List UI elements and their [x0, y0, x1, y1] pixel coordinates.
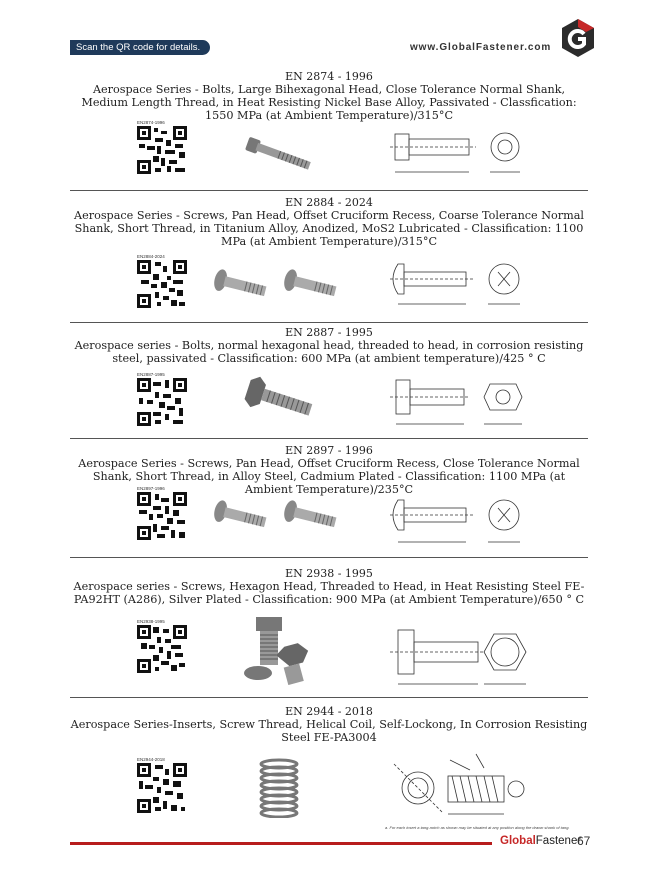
standard-description: Aerospace series - Screws, Hexagon Head, Threaded to Head, in Heat Resisting Steel FE-PA92HT (A286), Silver Plated - Classification: 900 MPa (at Ambient Temperature)/650 ° C — [73, 580, 585, 606]
product-entry-2 — [70, 196, 588, 248]
website-url[interactable]: www.GlobalFastener.com — [410, 42, 552, 53]
qr-label: EN2897-1996 — [137, 486, 165, 491]
product-photo-hex-screws — [238, 615, 318, 685]
standard-code: EN 2887 - 1995 — [285, 326, 373, 339]
qr-label: EN2944-2018 — [137, 757, 165, 762]
technical-drawing — [380, 120, 530, 182]
globalfastener-logo-icon — [560, 18, 596, 58]
standard-description: Aerospace Series - Bolts, Large Bihexagonal Head, Close Tolerance Normal Shank, Medium Length Thread, in Heat Resisting Nickel Base Alloy, Passivated - Classfication: 1550 MPa (at Ambient Temperature)/315°C — [81, 83, 577, 122]
page-number: 67 — [577, 834, 591, 848]
product-photo-pan-head-screws — [210, 496, 350, 538]
qr-label: EN2887-1995 — [137, 372, 165, 377]
qr-code-icon[interactable] — [137, 625, 187, 673]
standard-code: EN 2874 - 1996 — [285, 70, 373, 83]
qr-code-icon[interactable] — [137, 763, 187, 813]
product-photo-hex-bolt — [240, 372, 320, 428]
product-entry-5 — [70, 567, 588, 606]
product-photo-bihex-bolt — [240, 128, 320, 178]
brand-fastener: Fastener — [535, 835, 582, 847]
technical-drawing — [380, 622, 530, 690]
standard-code: EN 2938 - 1995 — [285, 567, 373, 580]
standard-code: EN 2897 - 1996 — [285, 444, 373, 457]
section-divider — [70, 438, 588, 439]
section-divider — [70, 697, 588, 698]
footer-rule — [70, 842, 492, 845]
technical-drawing — [380, 252, 530, 314]
drawing-note: a. For each insert a tang-notch as shown may be situated at any position along the drawn shank of tang. — [385, 825, 570, 830]
technical-drawing — [380, 750, 530, 822]
product-photo-pan-head-screws — [210, 265, 350, 307]
standard-description: Aerospace Series - Screws, Pan Head, Offset Cruciform Recess, Coarse Tolerance Normal Shank, Short Thread, in Titanium Alloy, Anodized, MoS2 Lubricated - Classification: 1100 MPa (at Ambient Temperature)/315°C — [74, 209, 584, 248]
standard-description: Aerospace series - Bolts, normal hexagonal head, threaded to head, in corrosion resisting steel, passivated - Classification: 600 MPa (at ambient temperature)/425 ° C — [74, 339, 584, 365]
qr-code-icon[interactable] — [137, 126, 187, 174]
brand-global: Global — [500, 835, 536, 847]
qr-label: EN2884-2024 — [137, 254, 165, 259]
qr-code-icon[interactable] — [137, 260, 187, 308]
section-divider — [70, 190, 588, 191]
product-entry-6 — [70, 705, 588, 744]
scan-qr-banner: Scan the QR code for details. — [70, 40, 210, 55]
standard-description: Aerospace Series-Inserts, Screw Thread, Helical Coil, Self-Lockong, In Corrosion Resisting Steel FE-PA3004 — [70, 718, 588, 744]
product-photo-helical-insert — [255, 758, 303, 818]
technical-drawing — [380, 488, 530, 550]
product-entry-1 — [70, 70, 588, 122]
footer-brand — [500, 835, 581, 847]
qr-code-icon[interactable] — [137, 378, 187, 426]
standard-code: EN 2944 - 2018 — [285, 705, 373, 718]
standard-code: EN 2884 - 2024 — [285, 196, 373, 209]
technical-drawing — [380, 370, 530, 432]
qr-code-icon[interactable] — [137, 492, 187, 540]
section-divider — [70, 557, 588, 558]
standard-description: Aerospace Series - Screws, Pan Head, Offset Cruciform Recess, Close Tolerance Normal Shank, Short Thread, in Alloy Steel, Cadmium Plated - Classification: 1100 MPa (at Ambient Temperature)/235°C — [78, 457, 580, 496]
section-divider — [70, 322, 588, 323]
product-entry-3 — [70, 326, 588, 365]
qr-label: EN2938-1995 — [137, 619, 165, 624]
qr-label: EN2874-1996 — [137, 120, 165, 125]
